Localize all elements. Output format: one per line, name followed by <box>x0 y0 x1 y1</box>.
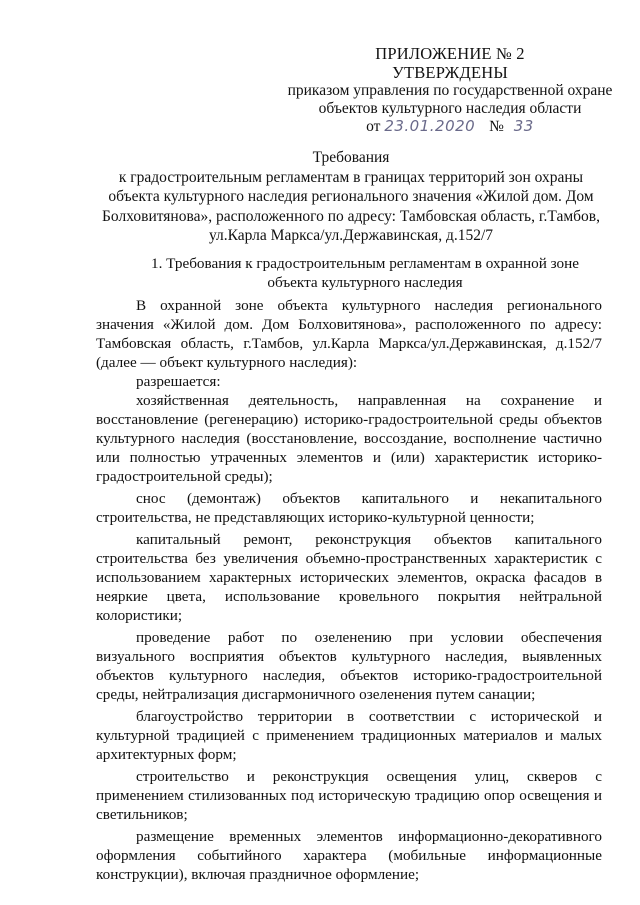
section-heading-line: объекта культурного наследия <box>267 273 463 291</box>
order-line-1: приказом управления по государственной охране <box>287 82 613 99</box>
body-paragraph: снос (демонтаж) объектов капитального и некапитального строительства, не представляющих историко-культурной ценности; <box>96 490 602 526</box>
title-line: объекта культурного наследия регионального значения «Жилой дом. Дом <box>108 188 594 205</box>
section-heading-line: 1. Требования к градостроительным регламентам в охранной зоне <box>150 255 580 272</box>
body-paragraph: строительство и реконструкция освещения улиц, скверов с применением стилизованных под историческую традицию опор освещения и светильников; <box>96 768 602 823</box>
order-date-line <box>270 118 630 136</box>
body-paragraph: разрешается: <box>136 373 221 390</box>
handwritten-date: 23.01.2020 <box>384 117 476 135</box>
title-line: Болховитянова», расположенного по адресу: Тамбовская область, г.Тамбов, <box>102 207 600 225</box>
body-paragraph: капитальный ремонт, реконструкция объектов капитального строительства без увеличения объемно-пространственных характеристик с использованием характерных исторических элементов, окраска фасадов в неяркие цвета, использование кровельного покрытия нейтральной колористики; <box>96 531 602 624</box>
body-paragraph: хозяйственная деятельность, направленная на сохранение и восстановление (регенерацию) историко-градостроительной среды объектов культурного наследия (восстановление, воссоздание, восполнение частично или полностью утраченных элементов и (или) характеристик историко-градостроительной среды); <box>96 392 602 485</box>
document-title <box>96 148 606 246</box>
order-line-2: объектов культурного наследия области <box>318 99 582 117</box>
approval-header <box>270 44 630 136</box>
from-label: от <box>366 118 381 135</box>
section-heading <box>130 255 600 292</box>
title-line: к градостроительным регламентам в границах территорий зон охраны <box>118 168 584 186</box>
body-paragraph: В охранной зоне объекта культурного наследия регионального значения «Жилой дом. Дом Болховитянова», расположенного по адресу: Тамбовская область, г.Тамбов, ул.Карла Маркса/ул.Державинская, д.152/7 (далее — объект культурного наследия): <box>96 297 602 371</box>
appendix-number: ПРИЛОЖЕНИЕ № 2 <box>375 44 525 63</box>
handwritten-number: 33 <box>513 117 534 135</box>
document-body <box>96 296 602 884</box>
body-paragraph: благоустройство территории в соответствии с исторической и культурной традицией с применением традиционных материалов и малых архитектурных форм; <box>96 708 602 763</box>
approved-label: УТВЕРЖДЕНЫ <box>392 63 508 82</box>
body-paragraph: размещение временных элементов информационно-декоративного оформления событийного характера (мобильные информационные конструкции), включая праздничное оформление; <box>96 828 602 883</box>
title-line: ул.Карла Маркса/ул.Державинская, д.152/7 <box>208 227 494 244</box>
number-label: № <box>489 118 504 135</box>
body-paragraph: проведение работ по озеленению при условии обеспечения визуального восприятия объектов культурного наследия, выявленных объектов культурного наследия, объектов историко-градостроительной среды, нейтрализация дисгармоничного озеленения путем санации; <box>96 629 602 703</box>
title-heading: Требования <box>312 149 390 166</box>
